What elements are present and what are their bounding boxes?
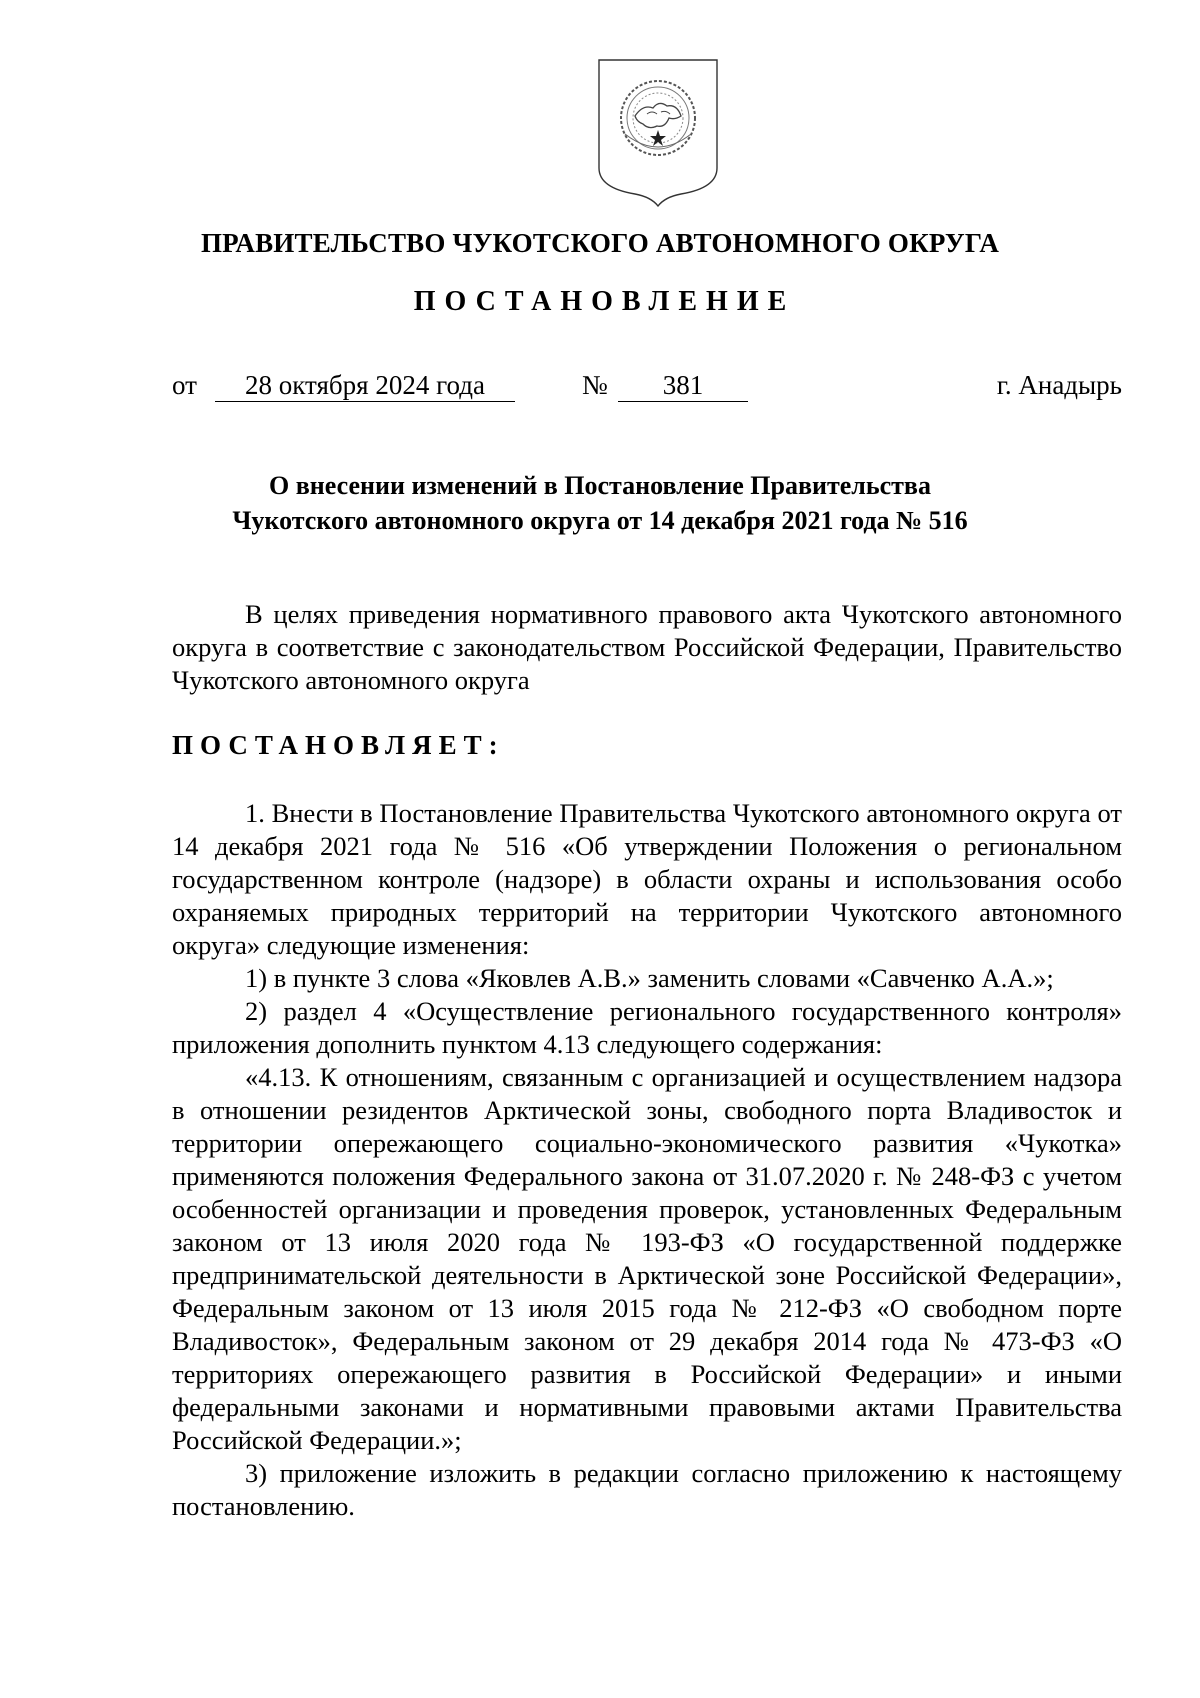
document-subject — [0, 468, 1200, 538]
date-prefix: от — [172, 370, 197, 400]
preamble — [172, 598, 1122, 697]
subject-line-2: Чукотского автономного округа от 14 декабря 2021 года № 516 — [232, 506, 968, 535]
item-1-1: 1) в пункте 3 слова «Яковлев А.В.» заменить словами «Савченко А.А.»; — [245, 963, 1054, 993]
resolves-heading: ПОСТАНОВЛЯЕТ: — [172, 730, 505, 760]
document-meta — [172, 370, 1122, 406]
item-1: 1. Внести в Постановление Правительства Чукотского автономного округа от 14 декабря 2021 года № 516 «Об утверждении Положения о региональном государственном контроле (надзоре) в области охраны и использования особо охраняемых природных территорий на территории Чукотского автономного округа» следующие изменения: — [172, 798, 1122, 960]
subject-line-1: О внесении изменений в Постановление Правительства — [269, 471, 931, 500]
number-prefix: № — [582, 370, 608, 400]
resolution-items — [172, 797, 1122, 1523]
document-type: ПОСТАНОВЛЕНИЕ — [413, 286, 796, 317]
coat-of-arms-icon — [595, 56, 721, 208]
item-4-13-text: «4.13. К отношениям, связанным с организацией и осуществлением надзора в отношении резидентов Арктической зоны, свободного порта Владивосток и территории опережающего социально-экономического развития «Чукотка» применяются положения Федерального закона от 31.07.2020 г. № 248-ФЗ с учетом особенностей организации и проведения проверок, установленных Федеральным законом от 13 июля 2020 года № 193-ФЗ «О государственной поддержке предпринимательской деятельности в Арктической зоне Российской Федерации», Федеральным законом от 13 июля 2015 года № 212-ФЗ «О свободном порте Владивосток», Федеральным законом от 29 декабря 2014 года № 473-ФЗ «О территориях опережающего развития в Российской Федерации» и иными федеральными законами и нормативными правовыми актами Правительства Российской Федерации.»; — [172, 1062, 1122, 1455]
document-date: 28 октября 2024 года — [215, 370, 515, 402]
document-number: 381 — [618, 370, 748, 402]
government-name: ПРАВИТЕЛЬСТВО ЧУКОТСКОГО АВТОНОМНОГО ОКРУГА — [200, 228, 1000, 258]
item-1-3: 3) приложение изложить в редакции согласно приложению к настоящему постановлению. — [172, 1458, 1122, 1521]
document-city: г. Анадырь — [996, 370, 1122, 400]
item-1-2: 2) раздел 4 «Осуществление регионального государственного контроля» приложения дополнить пунктом 4.13 следующего содержания: — [172, 996, 1122, 1059]
preamble-paragraph: В целях приведения нормативного правового акта Чукотского автономного округа в соответствие с законодательством Российской Федерации, Правительство Чукотского автономного округа — [172, 599, 1122, 695]
